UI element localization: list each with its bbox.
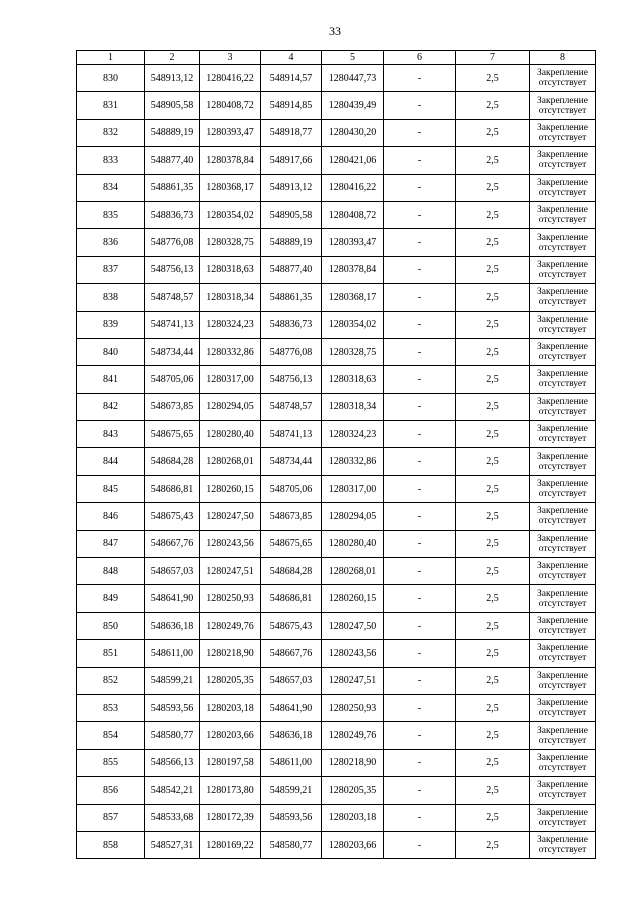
table-cell-col-5: 1280328,75: [322, 338, 384, 365]
table-cell-col-2: 548684,28: [145, 448, 200, 475]
table-cell-col-7: 2,5: [456, 256, 530, 283]
table-cell-col-5: 1280218,90: [322, 749, 384, 776]
table-cell-col-1: 840: [77, 338, 145, 365]
table-row: [77, 503, 596, 530]
table-cell-col-6: -: [384, 311, 456, 338]
table-cell-col-4: 548611,00: [261, 749, 322, 776]
table-cell-col-1: 852: [77, 667, 145, 694]
table-row: [77, 119, 596, 146]
table-cell-col-4: 548599,21: [261, 777, 322, 804]
table-cell-col-8: Закрепление отсутствует: [530, 65, 596, 92]
table-cell-col-8: Закрепление отсутствует: [530, 448, 596, 475]
table-cell-col-4: 548636,18: [261, 722, 322, 749]
table-cell-col-6: -: [384, 147, 456, 174]
table-cell-col-3: 1280250,93: [200, 585, 261, 612]
table-cell-col-1: 853: [77, 694, 145, 721]
table-cell-col-8: Закрепление отсутствует: [530, 338, 596, 365]
table-cell-col-2: 548905,58: [145, 92, 200, 119]
table-cell-col-4: 548877,40: [261, 256, 322, 283]
table-cell-col-2: 548913,12: [145, 65, 200, 92]
table-cell-col-2: 548686,81: [145, 475, 200, 502]
table-cell-col-3: 1280328,75: [200, 229, 261, 256]
table-cell-col-5: 1280354,02: [322, 311, 384, 338]
table-cell-col-3: 1280332,86: [200, 338, 261, 365]
table-cell-col-3: 1280393,47: [200, 119, 261, 146]
table-cell-col-5: 1280439,49: [322, 92, 384, 119]
table-row: [77, 201, 596, 228]
table-cell-col-4: 548914,57: [261, 65, 322, 92]
table-cell-col-6: -: [384, 640, 456, 667]
table-cell-col-3: 1280416,22: [200, 65, 261, 92]
table-cell-col-4: 548684,28: [261, 558, 322, 585]
table-cell-col-2: 548756,13: [145, 256, 200, 283]
table-cell-col-8: Закрепление отсутствует: [530, 503, 596, 530]
table-cell-col-2: 548580,77: [145, 722, 200, 749]
table-row: [77, 256, 596, 283]
table-cell-col-6: -: [384, 503, 456, 530]
table-cell-col-8: Закрепление отсутствует: [530, 201, 596, 228]
table-cell-col-5: 1280416,22: [322, 174, 384, 201]
table-cell-col-4: 548748,57: [261, 393, 322, 420]
table-row: [77, 92, 596, 119]
table-cell-col-6: -: [384, 558, 456, 585]
table-cell-col-5: 1280250,93: [322, 694, 384, 721]
table-cell-col-1: 834: [77, 174, 145, 201]
table-cell-col-2: 548741,13: [145, 311, 200, 338]
table-cell-col-1: 857: [77, 804, 145, 831]
table-cell-col-1: 845: [77, 475, 145, 502]
table-cell-col-1: 839: [77, 311, 145, 338]
table-row: [77, 65, 596, 92]
column-header-7: 7: [456, 51, 530, 65]
table-cell-col-3: 1280408,72: [200, 92, 261, 119]
table-cell-col-6: -: [384, 256, 456, 283]
table-cell-col-4: 548836,73: [261, 311, 322, 338]
table-cell-col-5: 1280393,47: [322, 229, 384, 256]
table-row: [77, 366, 596, 393]
table-cell-col-2: 548675,65: [145, 421, 200, 448]
table-cell-col-7: 2,5: [456, 667, 530, 694]
table-cell-col-8: Закрепление отсутствует: [530, 640, 596, 667]
table-cell-col-8: Закрепление отсутствует: [530, 749, 596, 776]
table-cell-col-3: 1280203,18: [200, 694, 261, 721]
table-cell-col-1: 854: [77, 722, 145, 749]
table-cell-col-4: 548889,19: [261, 229, 322, 256]
table-cell-col-8: Закрепление отсутствует: [530, 311, 596, 338]
column-header-1: 1: [77, 51, 145, 65]
table-cell-col-7: 2,5: [456, 475, 530, 502]
table-cell-col-7: 2,5: [456, 749, 530, 776]
table-row: [77, 612, 596, 639]
table-cell-col-2: 548675,43: [145, 503, 200, 530]
table-cell-col-7: 2,5: [456, 147, 530, 174]
table-row: [77, 174, 596, 201]
table-cell-col-8: Закрепление отсутствует: [530, 256, 596, 283]
table-cell-col-4: 548734,44: [261, 448, 322, 475]
column-header-6: 6: [384, 51, 456, 65]
table-cell-col-4: 548861,35: [261, 284, 322, 311]
table-cell-col-2: 548657,03: [145, 558, 200, 585]
table-row: [77, 421, 596, 448]
table-cell-col-2: 548705,06: [145, 366, 200, 393]
table-cell-col-7: 2,5: [456, 831, 530, 858]
table-cell-col-5: 1280318,63: [322, 366, 384, 393]
table-cell-col-2: 548533,68: [145, 804, 200, 831]
table-row: [77, 777, 596, 804]
table-cell-col-2: 548734,44: [145, 338, 200, 365]
table-cell-col-4: 548705,06: [261, 475, 322, 502]
table-cell-col-4: 548776,08: [261, 338, 322, 365]
coordinates-table: [76, 50, 596, 859]
table-cell-col-3: 1280268,01: [200, 448, 261, 475]
table-cell-col-7: 2,5: [456, 640, 530, 667]
table-cell-col-1: 836: [77, 229, 145, 256]
table-cell-col-8: Закрепление отсутствует: [530, 475, 596, 502]
table-row: [77, 804, 596, 831]
table-cell-col-7: 2,5: [456, 92, 530, 119]
table-body: [77, 65, 596, 859]
table-cell-col-2: 548836,73: [145, 201, 200, 228]
table-cell-col-8: Закрепление отсутствует: [530, 777, 596, 804]
table-cell-col-1: 835: [77, 201, 145, 228]
table-cell-col-4: 548667,76: [261, 640, 322, 667]
table-cell-col-5: 1280332,86: [322, 448, 384, 475]
table-cell-col-6: -: [384, 475, 456, 502]
table-cell-col-4: 548593,56: [261, 804, 322, 831]
table-cell-col-2: 548641,90: [145, 585, 200, 612]
table-cell-col-3: 1280318,34: [200, 284, 261, 311]
table-row: [77, 147, 596, 174]
table-cell-col-1: 842: [77, 393, 145, 420]
table-cell-col-1: 858: [77, 831, 145, 858]
table-row: [77, 530, 596, 557]
table-cell-col-7: 2,5: [456, 558, 530, 585]
table-cell-col-4: 548756,13: [261, 366, 322, 393]
table-cell-col-2: 548877,40: [145, 147, 200, 174]
table-cell-col-1: 846: [77, 503, 145, 530]
table-cell-col-6: -: [384, 393, 456, 420]
table-row: [77, 694, 596, 721]
table-cell-col-5: 1280203,18: [322, 804, 384, 831]
table-cell-col-6: -: [384, 201, 456, 228]
table-cell-col-1: 848: [77, 558, 145, 585]
table-row: [77, 284, 596, 311]
table-cell-col-4: 548918,77: [261, 119, 322, 146]
table-cell-col-3: 1280354,02: [200, 201, 261, 228]
table-cell-col-3: 1280368,17: [200, 174, 261, 201]
table-cell-col-4: 548657,03: [261, 667, 322, 694]
table-cell-col-2: 548673,85: [145, 393, 200, 420]
table-cell-col-2: 548776,08: [145, 229, 200, 256]
table-cell-col-2: 548611,00: [145, 640, 200, 667]
table-cell-col-6: -: [384, 804, 456, 831]
table-cell-col-3: 1280317,00: [200, 366, 261, 393]
table-cell-col-3: 1280249,76: [200, 612, 261, 639]
table-row: [77, 640, 596, 667]
table-cell-col-6: -: [384, 585, 456, 612]
table-cell-col-6: -: [384, 530, 456, 557]
table-cell-col-4: 548673,85: [261, 503, 322, 530]
table-cell-col-8: Закрепление отсутствует: [530, 147, 596, 174]
table-cell-col-7: 2,5: [456, 777, 530, 804]
table-cell-col-3: 1280247,50: [200, 503, 261, 530]
table-cell-col-5: 1280368,17: [322, 284, 384, 311]
table-cell-col-3: 1280378,84: [200, 147, 261, 174]
table-row: [77, 311, 596, 338]
table-cell-col-5: 1280430,20: [322, 119, 384, 146]
table-cell-col-4: 548917,66: [261, 147, 322, 174]
table-cell-col-1: 851: [77, 640, 145, 667]
table-row: [77, 448, 596, 475]
table-cell-col-3: 1280172,39: [200, 804, 261, 831]
table-cell-col-6: -: [384, 366, 456, 393]
table-cell-col-6: -: [384, 92, 456, 119]
table-cell-col-4: 548741,13: [261, 421, 322, 448]
table-cell-col-3: 1280318,63: [200, 256, 261, 283]
table-cell-col-6: -: [384, 338, 456, 365]
table-cell-col-7: 2,5: [456, 530, 530, 557]
table-cell-col-3: 1280197,58: [200, 749, 261, 776]
table-cell-col-7: 2,5: [456, 503, 530, 530]
table-cell-col-6: -: [384, 448, 456, 475]
column-header-3: 3: [200, 51, 261, 65]
table-row: [77, 749, 596, 776]
table-cell-col-1: 849: [77, 585, 145, 612]
table-cell-col-6: -: [384, 174, 456, 201]
table-cell-col-6: -: [384, 694, 456, 721]
table-cell-col-3: 1280218,90: [200, 640, 261, 667]
table-cell-col-6: -: [384, 119, 456, 146]
table-cell-col-1: 856: [77, 777, 145, 804]
table-cell-col-6: -: [384, 421, 456, 448]
table-cell-col-5: 1280324,23: [322, 421, 384, 448]
column-header-4: 4: [261, 51, 322, 65]
table-cell-col-8: Закрепление отсутствует: [530, 558, 596, 585]
table-cell-col-4: 548675,65: [261, 530, 322, 557]
table-cell-col-4: 548913,12: [261, 174, 322, 201]
table-cell-col-7: 2,5: [456, 284, 530, 311]
table-row: [77, 229, 596, 256]
table-cell-col-3: 1280169,22: [200, 831, 261, 858]
table-row: [77, 393, 596, 420]
table-cell-col-8: Закрепление отсутствует: [530, 284, 596, 311]
table-cell-col-2: 548542,21: [145, 777, 200, 804]
table-cell-col-7: 2,5: [456, 722, 530, 749]
table-cell-col-8: Закрепление отсутствует: [530, 831, 596, 858]
table-cell-col-8: Закрепление отсутствует: [530, 804, 596, 831]
table-cell-col-2: 548527,31: [145, 831, 200, 858]
table-cell-col-5: 1280280,40: [322, 530, 384, 557]
table-cell-col-1: 844: [77, 448, 145, 475]
table-cell-col-8: Закрепление отсутствует: [530, 667, 596, 694]
table-cell-col-2: 548636,18: [145, 612, 200, 639]
table-cell-col-7: 2,5: [456, 804, 530, 831]
table-row: [77, 558, 596, 585]
table-cell-col-1: 830: [77, 65, 145, 92]
table-cell-col-5: 1280249,76: [322, 722, 384, 749]
table-cell-col-1: 841: [77, 366, 145, 393]
table-cell-col-3: 1280260,15: [200, 475, 261, 502]
page-number: 33: [329, 24, 341, 38]
table-cell-col-1: 833: [77, 147, 145, 174]
table-cell-col-5: 1280421,06: [322, 147, 384, 174]
table-cell-col-2: 548889,19: [145, 119, 200, 146]
table-cell-col-8: Закрепление отсутствует: [530, 119, 596, 146]
table-cell-col-1: 843: [77, 421, 145, 448]
table-cell-col-8: Закрепление отсутствует: [530, 722, 596, 749]
table-cell-col-5: 1280247,50: [322, 612, 384, 639]
table-cell-col-4: 548905,58: [261, 201, 322, 228]
table-cell-col-7: 2,5: [456, 311, 530, 338]
table-cell-col-3: 1280280,40: [200, 421, 261, 448]
table-cell-col-7: 2,5: [456, 174, 530, 201]
table-cell-col-7: 2,5: [456, 421, 530, 448]
table-cell-col-6: -: [384, 667, 456, 694]
table-cell-col-4: 548641,90: [261, 694, 322, 721]
table-cell-col-5: 1280318,34: [322, 393, 384, 420]
table-cell-col-8: Закрепление отсутствует: [530, 694, 596, 721]
table-cell-col-5: 1280203,66: [322, 831, 384, 858]
table-cell-col-6: -: [384, 612, 456, 639]
table-cell-col-7: 2,5: [456, 612, 530, 639]
table-cell-col-4: 548686,81: [261, 585, 322, 612]
table-cell-col-2: 548566,13: [145, 749, 200, 776]
table-cell-col-4: 548914,85: [261, 92, 322, 119]
table-cell-col-7: 2,5: [456, 338, 530, 365]
table-cell-col-5: 1280260,15: [322, 585, 384, 612]
table-cell-col-3: 1280203,66: [200, 722, 261, 749]
table-cell-col-8: Закрепление отсутствует: [530, 393, 596, 420]
table-cell-col-5: 1280205,35: [322, 777, 384, 804]
table-cell-col-5: 1280378,84: [322, 256, 384, 283]
table-row: [77, 722, 596, 749]
table-row: [77, 585, 596, 612]
table-cell-col-3: 1280205,35: [200, 667, 261, 694]
table-cell-col-6: -: [384, 229, 456, 256]
table-cell-col-6: -: [384, 284, 456, 311]
table-cell-col-2: 548748,57: [145, 284, 200, 311]
table-cell-col-8: Закрепление отсутствует: [530, 585, 596, 612]
table-cell-col-7: 2,5: [456, 366, 530, 393]
table-cell-col-5: 1280268,01: [322, 558, 384, 585]
table-cell-col-3: 1280294,05: [200, 393, 261, 420]
table-cell-col-1: 837: [77, 256, 145, 283]
table-cell-col-7: 2,5: [456, 65, 530, 92]
table-cell-col-1: 838: [77, 284, 145, 311]
table-cell-col-8: Закрепление отсутствует: [530, 229, 596, 256]
table-cell-col-3: 1280324,23: [200, 311, 261, 338]
table-cell-col-5: 1280247,51: [322, 667, 384, 694]
table-cell-col-8: Закрепление отсутствует: [530, 421, 596, 448]
column-header-5: 5: [322, 51, 384, 65]
table-row: [77, 338, 596, 365]
table-cell-col-1: 832: [77, 119, 145, 146]
table-cell-col-6: -: [384, 65, 456, 92]
table-cell-col-6: -: [384, 777, 456, 804]
table-header-row: [77, 51, 596, 65]
table-cell-col-5: 1280408,72: [322, 201, 384, 228]
column-header-8: 8: [530, 51, 596, 65]
table-cell-col-7: 2,5: [456, 201, 530, 228]
table-cell-col-6: -: [384, 831, 456, 858]
table-cell-col-5: 1280243,56: [322, 640, 384, 667]
table-cell-col-8: Закрепление отсутствует: [530, 174, 596, 201]
table-cell-col-3: 1280247,51: [200, 558, 261, 585]
table-cell-col-5: 1280447,73: [322, 65, 384, 92]
table-row: [77, 831, 596, 858]
table-cell-col-8: Закрепление отсутствует: [530, 92, 596, 119]
table-cell-col-7: 2,5: [456, 119, 530, 146]
table-cell-col-7: 2,5: [456, 585, 530, 612]
table-cell-col-4: 548675,43: [261, 612, 322, 639]
table-cell-col-1: 855: [77, 749, 145, 776]
table-cell-col-2: 548667,76: [145, 530, 200, 557]
table-cell-col-8: Закрепление отсутствует: [530, 530, 596, 557]
table-cell-col-3: 1280243,56: [200, 530, 261, 557]
table-cell-col-6: -: [384, 749, 456, 776]
table-row: [77, 475, 596, 502]
table-cell-col-3: 1280173,80: [200, 777, 261, 804]
table-cell-col-7: 2,5: [456, 393, 530, 420]
table-cell-col-2: 548593,56: [145, 694, 200, 721]
table-cell-col-8: Закрепление отсутствует: [530, 366, 596, 393]
table-cell-col-4: 548580,77: [261, 831, 322, 858]
table-cell-col-2: 548599,21: [145, 667, 200, 694]
table-cell-col-6: -: [384, 722, 456, 749]
table-cell-col-1: 831: [77, 92, 145, 119]
table-cell-col-8: Закрепление отсутствует: [530, 612, 596, 639]
table-cell-col-5: 1280294,05: [322, 503, 384, 530]
column-header-2: 2: [145, 51, 200, 65]
table-cell-col-5: 1280317,00: [322, 475, 384, 502]
table-cell-col-7: 2,5: [456, 694, 530, 721]
table-cell-col-2: 548861,35: [145, 174, 200, 201]
table-cell-col-7: 2,5: [456, 448, 530, 475]
table-cell-col-1: 847: [77, 530, 145, 557]
table-cell-col-1: 850: [77, 612, 145, 639]
table-cell-col-7: 2,5: [456, 229, 530, 256]
table-row: [77, 667, 596, 694]
